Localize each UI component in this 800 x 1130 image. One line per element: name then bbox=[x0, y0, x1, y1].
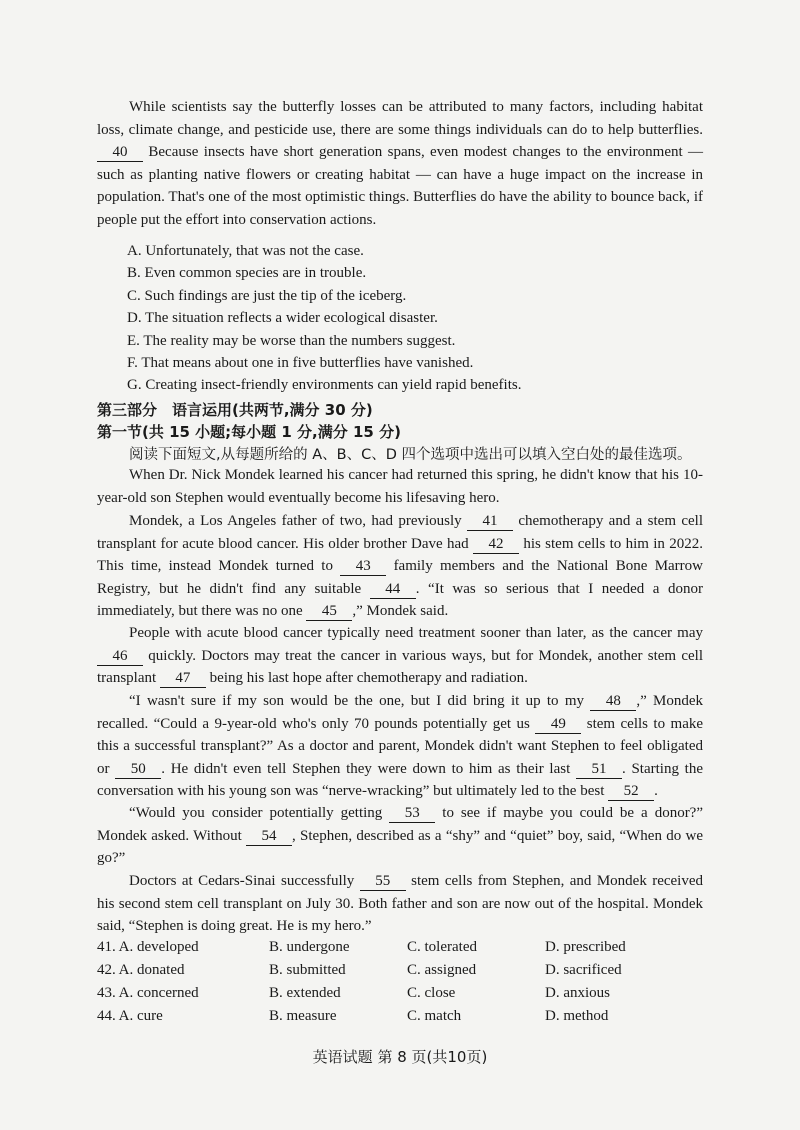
question-44-option-d: D. method bbox=[545, 1008, 609, 1024]
cloze-paragraph-6: Doctors at Cedars-Sinai successfully 55 stem cells from Stephen, and Mondek received his second stem cell transplant on July 30. Both father and son are now out of the hospital. Mondek said, “Stephen is doing great. He is my hero.” bbox=[97, 873, 704, 934]
cloze-paragraph-4: “I wasn't sure if my son would be the one, but I did bring it up to my 48 ,” Mondek recalled. “Could a 9-year-old who's only 70 pounds potentially get us 49 stem cells to make this a successful transplant?” As a doctor and parent, Mondek didn't want Stephen to feel obligated or 50 . He didn't even tell Stephen they were down to him as their last 51 . Starting the conversation with his young son was “nerve-wracking” but ultimately led to the best 52 . bbox=[97, 693, 704, 799]
blank-54: 54 bbox=[246, 828, 292, 846]
blank-43: 43 bbox=[340, 558, 386, 576]
blank-47: 47 bbox=[160, 670, 206, 688]
question-44-option-c: C. match bbox=[407, 1008, 462, 1024]
option-g: G. Creating insect-friendly environments can yield rapid benefits. bbox=[127, 377, 522, 393]
question-41-option-d: D. prescribed bbox=[545, 939, 626, 955]
question-41 bbox=[97, 936, 717, 958]
question-42 bbox=[97, 959, 717, 981]
cloze-paragraph-3: People with acute blood cancer typically need treatment sooner than later, as the cancer may 46 quickly. Doctors may treat the cancer in various ways, but for Mondek, another stem cell transplant 47 being his last hope after chemotherapy and radiation. bbox=[97, 625, 704, 686]
option-e: E. The reality may be worse than the numbers suggest. bbox=[127, 333, 456, 349]
cloze-paragraph-2: Mondek, a Los Angeles father of two, had previously 41 chemotherapy and a stem cell transplant for acute blood cancer. His older brother Dave had 42 his stem cells to him in 2022. This time, instead Mondek turned to 43 family members and the National Bone Marrow Registry, but he didn't find any suitable 44 . “It was so serious that I needed a donor immediately, but there was no one 45 ,” Mondek said. bbox=[97, 513, 704, 619]
blank-51: 51 bbox=[576, 761, 622, 779]
question-43-option-d: D. anxious bbox=[545, 985, 610, 1001]
question-44-option-b: B. measure bbox=[269, 1008, 337, 1024]
blank-55: 55 bbox=[360, 873, 406, 891]
blank-52: 52 bbox=[608, 783, 654, 801]
question-43 bbox=[97, 982, 717, 1004]
cloze-paragraph-1: When Dr. Nick Mondek learned his cancer had returned this spring, he didn't know that his 10-year-old son Stephen would eventually become his lifesaving hero. bbox=[97, 467, 703, 506]
blank-42: 42 bbox=[473, 536, 519, 554]
question-41-option-b: B. undergone bbox=[269, 939, 350, 955]
blank-46: 46 bbox=[97, 648, 143, 666]
option-f: F. That means about one in five butterflies have vanished. bbox=[127, 355, 474, 371]
question-43-option-a: 43. A. concerned bbox=[97, 985, 199, 1001]
section-heading: 第三部分 语言运用(共两节,满分 30 分) bbox=[97, 401, 373, 419]
question-44-option-a: 44. A. cure bbox=[97, 1008, 163, 1024]
question-42-option-d: D. sacrificed bbox=[545, 962, 622, 978]
blank-53: 53 bbox=[389, 805, 435, 823]
question-42-option-a: 42. A. donated bbox=[97, 962, 185, 978]
page-footer: 英语试题 第 8 页(共10页) bbox=[312, 1048, 488, 1066]
instruction: 阅读下面短文,从每题所给的 A、B、C、D 四个选项中选出可以填入空白处的最佳选项。 bbox=[129, 447, 692, 463]
question-41-option-a: 41. A. developed bbox=[97, 939, 199, 955]
option-a: A. Unfortunately, that was not the case. bbox=[127, 243, 364, 259]
option-c: C. Such findings are just the tip of the iceberg. bbox=[127, 288, 407, 304]
question-42-option-c: C. assigned bbox=[407, 962, 477, 978]
blank-40: 40 bbox=[97, 144, 143, 162]
question-43-option-b: B. extended bbox=[269, 985, 341, 1001]
question-44 bbox=[97, 1005, 717, 1027]
blank-45: 45 bbox=[306, 603, 352, 621]
option-b: B. Even common species are in trouble. bbox=[127, 265, 367, 281]
question-42-option-b: B. submitted bbox=[269, 962, 346, 978]
blank-44: 44 bbox=[370, 581, 416, 599]
blank-49: 49 bbox=[535, 716, 581, 734]
blank-48: 48 bbox=[590, 693, 636, 711]
blank-50: 50 bbox=[115, 761, 161, 779]
question-43-option-c: C. close bbox=[407, 985, 456, 1001]
cloze-paragraph-5: “Would you consider potentially getting 53 to see if maybe you could be a donor?” Mondek asked. Without 54 , Stephen, described as a “shy” and “quiet” boy, said, “When do we go?” bbox=[97, 805, 704, 866]
passage-closing-paragraph: While scientists say the butterfly losses can be attributed to many factors, including habitat loss, climate change, and pesticide use, there are some things individuals can do to help butterflies. 40 Because insects have short generation spans, even modest changes to the environment — such as planting native flowers or creating habitat — can have a huge impact on the increase in population. That's one of the most optimistic things. Butterflies do have the ability to bounce back, if people put the effort into conservation actions. bbox=[97, 99, 704, 228]
question-41-option-c: C. tolerated bbox=[407, 939, 477, 955]
option-d: D. The situation reflects a wider ecological disaster. bbox=[127, 310, 438, 326]
part-heading: 第一节(共 15 小题;每小题 1 分,满分 15 分) bbox=[97, 423, 401, 441]
blank-41: 41 bbox=[467, 513, 513, 531]
